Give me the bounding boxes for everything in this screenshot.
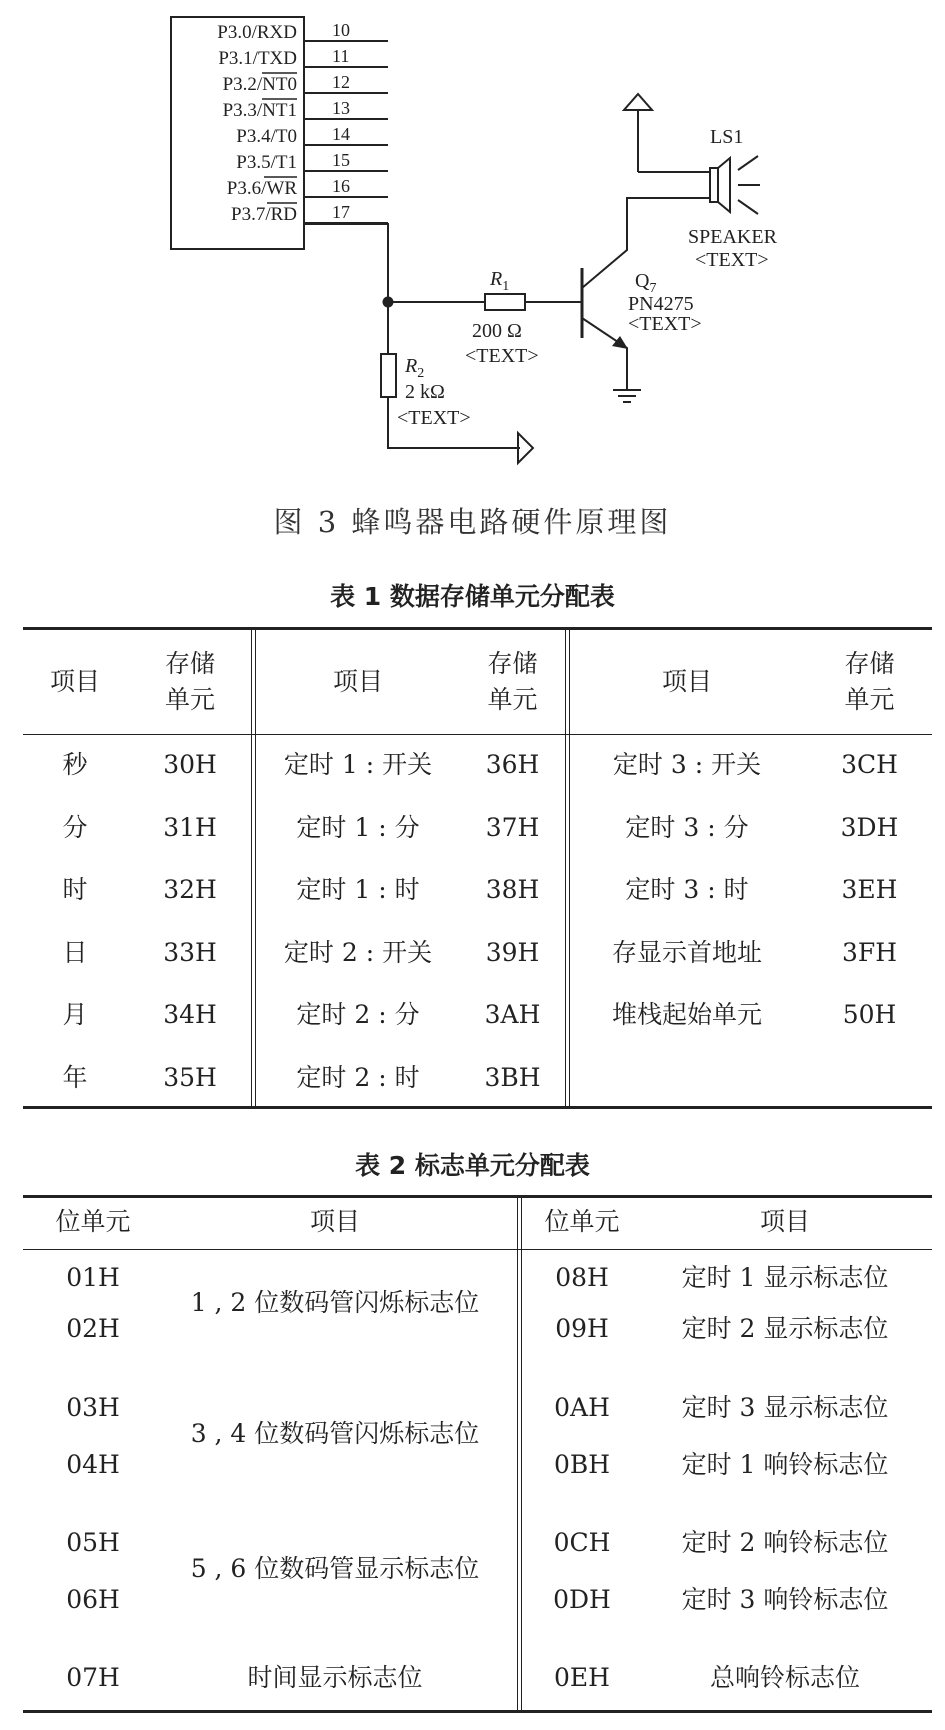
table1-divider (255, 630, 256, 1106)
table1-cell: 33H (163, 937, 217, 967)
pin-number: 14 (332, 124, 350, 144)
table1-header-cell: 存储 (844, 649, 895, 678)
table2-divider (517, 1198, 518, 1710)
table1-cell: 3BH (484, 1062, 541, 1092)
pin-label: P3.3/NT1 (222, 100, 297, 121)
table1-header-rule (23, 734, 932, 735)
pin-label: P3.4/T0 (236, 126, 297, 147)
table1-header-cell: 存储 (487, 649, 538, 678)
buzzer-circuit-diagram (0, 0, 945, 490)
table1-item: 秒 (62, 750, 88, 779)
table2-top-rule (23, 1195, 932, 1198)
table2-right-unit: 09H (555, 1314, 609, 1343)
table1-item: 定时 2 : 分 (296, 1000, 420, 1029)
table1-item: 月 (62, 1000, 88, 1029)
r1-tag: <TEXT> (465, 345, 539, 367)
table1-header-item: 项目 (49, 667, 100, 696)
pin-number: 16 (332, 176, 350, 196)
table1-item: 年 (62, 1062, 88, 1092)
table2-right-item: 定时 2 响铃标志位 (681, 1528, 889, 1557)
r2-name: $R_2$ (405, 355, 425, 381)
table1-cell: 31H (163, 812, 217, 842)
table2-left-item: 1 , 2 位数码管闪烁标志位 (190, 1288, 480, 1317)
table1-cell: 37H (485, 812, 540, 842)
table2-right-item: 总响铃标志位 (709, 1663, 860, 1692)
table1-cell: 3FH (841, 937, 898, 967)
emitter-arrow-icon (612, 336, 628, 349)
vcc-arrow-icon (624, 94, 652, 172)
table1-item: 存显示首地址 (611, 937, 762, 967)
table1-item: 定时 3 : 分 (625, 812, 749, 842)
table1-item: 定时 2 : 开关 (283, 937, 433, 967)
table1-cell: 34H (163, 1000, 217, 1029)
table1-item: 定时 1 : 开关 (283, 750, 433, 779)
table1-item: 日 (62, 937, 88, 967)
pin-number: 15 (332, 150, 350, 170)
table2-right-item: 定时 1 响铃标志位 (681, 1450, 889, 1479)
table1-cell: 50H (842, 1000, 897, 1029)
table2-header-unit: 位单元 (544, 1207, 620, 1236)
table2-right-unit: 0BH (553, 1450, 611, 1479)
speaker-body (710, 168, 718, 202)
table1-item: 时 (62, 875, 88, 904)
table1-header-cell: 单元 (164, 685, 215, 714)
table2-left-unit: 04H (66, 1450, 120, 1479)
table2-left-unit: 07H (66, 1663, 120, 1692)
pin-label: P3.7/RD (231, 204, 297, 225)
figure-caption: 图 3 蜂鸣器电路硬件原理图 (273, 505, 672, 539)
table1-cell: 36H (485, 750, 540, 779)
pin-number: 12 (332, 72, 350, 92)
table1-cell: 3DH (840, 812, 899, 842)
table2-right-unit: 0AH (554, 1393, 610, 1422)
table1-cell: 3CH (841, 750, 898, 779)
q7-tag: <TEXT> (628, 313, 702, 335)
table1-item: 分 (62, 812, 88, 842)
resistor-r2 (381, 354, 396, 397)
r1-value: 200 Ω (472, 320, 522, 342)
table1-header-cell: 单元 (487, 685, 538, 714)
table1-header-item: 项目 (332, 667, 383, 696)
wire-p37 (304, 224, 388, 302)
table2-header-rule (23, 1249, 932, 1250)
q7-name: $Q_7$ (635, 270, 657, 296)
ls1-name: LS1 (710, 126, 744, 148)
table2-right-unit: 0CH (553, 1528, 611, 1557)
table2-left-item: 时间显示标志位 (247, 1663, 423, 1692)
ls1-part: SPEAKER (688, 226, 777, 248)
pin-number: 17 (332, 202, 350, 222)
table1-item: 堆栈起始单元 (611, 1000, 762, 1029)
table1-item: 定时 1 : 时 (296, 875, 420, 904)
pin-number: 11 (332, 46, 350, 66)
ground-icon (613, 390, 641, 402)
table1-cell: 32H (163, 875, 217, 904)
table1-divider (569, 630, 570, 1106)
table2-left-unit: 06H (66, 1585, 120, 1614)
table1-cell: 39H (485, 937, 540, 967)
speaker-cone-icon (718, 158, 730, 212)
table2-left-unit: 05H (66, 1528, 120, 1557)
table2-left-unit: 03H (66, 1393, 120, 1422)
table1-header-item: 项目 (661, 667, 712, 696)
table2-right-unit: 0EH (554, 1663, 610, 1692)
r2-tag: <TEXT> (397, 407, 471, 429)
table1-title: 表 1 数据存储单元分配表 (330, 582, 615, 611)
table1-item: 定时 1 : 分 (296, 812, 420, 842)
table2-right-item: 定时 2 显示标志位 (681, 1314, 889, 1343)
speaker-sound-icon (738, 156, 760, 214)
table1-cell: 38H (485, 875, 540, 904)
r2-value: 2 kΩ (405, 381, 445, 403)
table2-left-item: 5 , 6 位数码管显示标志位 (190, 1554, 480, 1583)
resistor-r1 (485, 294, 525, 310)
table2-left-unit: 01H (66, 1263, 120, 1292)
table1-item: 定时 3 : 开关 (612, 750, 762, 779)
table1-cell: 30H (163, 750, 217, 779)
pin-label: P3.6/WR (226, 178, 297, 199)
table1-divider (565, 630, 566, 1106)
output-arrow-icon (518, 433, 533, 463)
table1-cell: 35H (163, 1062, 217, 1092)
table1-cell: 3AH (484, 1000, 541, 1029)
pin-label: P3.5/T1 (236, 152, 297, 173)
pin-number: 10 (332, 20, 350, 40)
table2-right-unit: 08H (555, 1263, 609, 1292)
table1-item: 定时 3 : 时 (625, 875, 749, 904)
table2-header-item: 项目 (309, 1207, 360, 1236)
pin-label: P3.2/NT0 (222, 74, 297, 95)
table2-header-unit: 位单元 (55, 1207, 131, 1236)
q7-part: PN4275 (628, 293, 694, 315)
table2-right-item: 定时 3 响铃标志位 (681, 1585, 889, 1614)
table2-right-item: 定时 3 显示标志位 (681, 1393, 889, 1422)
table1-header-cell: 存储 (164, 649, 215, 678)
table1-item: 定时 2 : 时 (296, 1062, 420, 1092)
table1-header-cell: 单元 (844, 685, 895, 714)
table2-right-item: 定时 1 显示标志位 (681, 1263, 889, 1292)
table2-right-unit: 0DH (553, 1585, 611, 1614)
table1-cell: 3EH (841, 875, 898, 904)
ls1-tag: <TEXT> (695, 249, 769, 271)
table2-header-item: 项目 (759, 1207, 810, 1236)
table2-left-item: 3 , 4 位数码管闪烁标志位 (190, 1419, 480, 1448)
pin-label: P3.0/RXD (217, 22, 297, 43)
table1-divider (251, 630, 252, 1106)
transistor-emitter (582, 318, 627, 390)
pin-label: P3.1/TXD (218, 48, 297, 69)
r1-name: $R_1$ (490, 268, 510, 294)
table1-bottom-rule (23, 1106, 932, 1109)
pin-number: 13 (332, 98, 350, 118)
table2-left-unit: 02H (66, 1314, 120, 1343)
table2-title: 表 2 标志单元分配表 (355, 1151, 590, 1180)
table1-top-rule (23, 627, 932, 630)
mcu-pins (217, 20, 388, 225)
table2-bottom-rule (23, 1710, 932, 1713)
